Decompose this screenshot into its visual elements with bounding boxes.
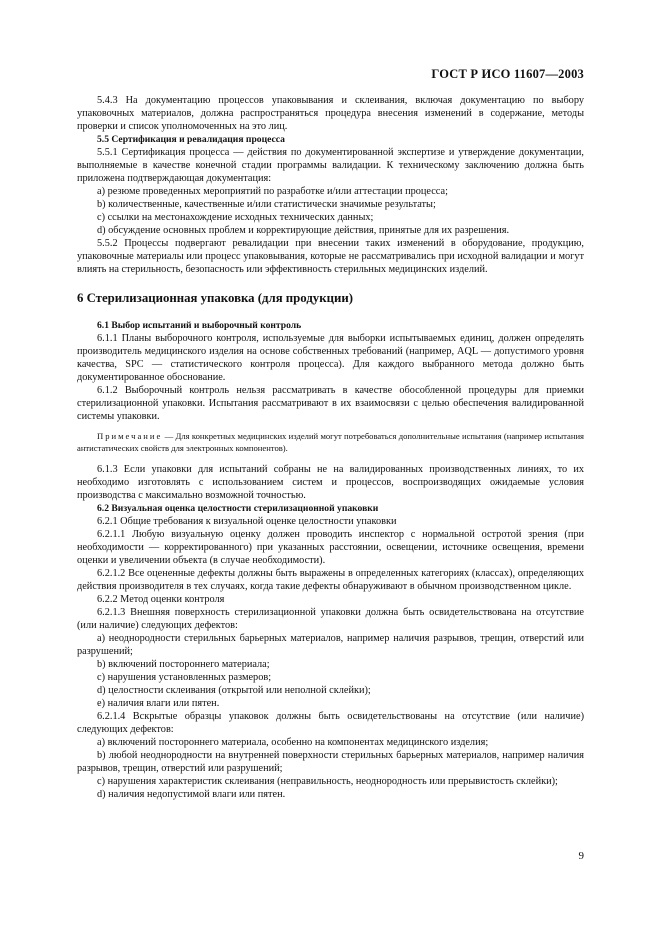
list-item: a) включений постороннего материала, особенно на компонентах медицинского изделия; [97,737,489,748]
subsection-heading: 6.1 Выбор испытаний и выборочный контроль [97,320,302,331]
body-paragraph: 6.2.1.3 Внешняя поверхность стерилизационной упаковки должна быть освидетельствована на отсутствие (или наличие) следующих дефектов: [77,607,584,631]
list-item: d) наличия недопустимой влаги или пятен. [97,789,286,800]
list-item: b) любой неоднородности на внутренней поверхности стерильных барьерных материалов, например наличия разрывов, трещин, отверстий или разрушений; [77,750,584,774]
list-item: c) нарушения установленных размеров; [97,672,272,683]
section-heading: 6 Стерилизационная упаковка (для продукции) [77,291,353,305]
body-paragraph: 6.1.3 Если упаковки для испытаний собраны не на валидированных производственных линиях, то их необходимо изготовлять с использованием систем и процессов, воспроизводящих ожидаемые условия производства с максимально возможной точностью. [77,464,584,501]
list-item: d) обсуждение основных проблем и корректирующие действия, принятые для их разрешения. [97,225,510,236]
subsection-heading: 6.2 Визуальная оценка целостности стерилизационной упаковки [97,503,379,514]
note-text: — Для конкретных медицинских изделий могут потребоваться дополнительные испытания (например испытания антистатических свойств для электронных компонентов). [77,431,584,453]
body-paragraph: 6.2.2 Метод оценки контроля [97,594,225,605]
note-paragraph [77,430,584,454]
list-item: b) количественные, качественные и/или статистически значимые результаты; [97,199,436,210]
list-item: c) нарушения характеристик склеивания (неправильность, неоднородность или прерывистость склейки); [97,776,558,787]
list-item: c) ссылки на местонахождение исходных технических данных; [97,212,374,223]
list-item: e) наличия влаги или пятен. [97,698,220,709]
body-paragraph: 5.5.2 Процессы подвергают ревалидации при внесении таких изменений в оборудование, продукцию, упаковочные материалы или процесс упаковывания, которые не рассматривались при исходной валидации и могут влиять на стерильность, безопасность или эффективность стерильных медицинских изделий. [77,238,584,275]
standard-header: ГОСТ Р ИСО 11607—2003 [431,67,584,81]
body-paragraph: 5.5.1 Сертификация процесса — действия по документированной экспертизе и утверждение документации, выполняемые в качестве конечной стадии программы валидации. К техническому заключению должна быть приложена подтверждающая документация: [77,147,584,184]
note-label: Примечание [97,431,163,441]
document-body [77,94,584,801]
body-paragraph: 6.2.1 Общие требования к визуальной оценке целостности упаковки [97,516,397,527]
list-item: d) целостности склеивания (открытой или неполной склейки); [97,685,371,696]
list-item: b) включений постороннего материала; [97,659,270,670]
list-item: a) резюме проведенных мероприятий по разработке и/или аттестации процесса; [97,186,448,197]
body-paragraph: 6.2.1.4 Вскрытые образцы упаковок должны быть освидетельствованы на отсутствие (или наличие) следующих дефектов: [77,711,584,735]
body-paragraph: 5.4.3 На документацию процессов упаковывания и склеивания, включая документацию по выбору упаковочных материалов, должна распространяться процедура внесения изменений в содержание, методы проверки и список уполномоченных на это лиц. [77,95,584,132]
body-paragraph: 6.2.1.2 Все оцененные дефекты должны быть выражены в определенных категориях (классах), определяющих действия производителя в тех случаях, когда такие дефекты обнаруживают в обычном производственном цикле. [77,568,584,592]
body-paragraph: 6.1.1 Планы выборочного контроля, используемые для выборки испытываемых единиц, должен определять производитель медицинского изделия на основе собственных требований (например, AQL — допустимого уровня качества, SPC — статистического контроля процесса). Для каждого выбранного метода должно быть документированное обоснование. [77,333,584,383]
list-item: a) неоднородности стерильных барьерных материалов, например наличия разрывов, трещин, отверстий или разрушений; [77,633,584,657]
body-paragraph: 6.2.1.1 Любую визуальную оценку должен проводить инспектор с нормальной остротой зрения (при необходимости — корректированного) при указанных расстоянии, освещении, источнике освещения, времени оценки и увеличении объекта (в случае необходимости). [77,529,584,566]
page-number: 9 [578,850,584,862]
body-paragraph: 6.1.2 Выборочный контроль нельзя рассматривать в качестве обособленной процедуры для приемки стерилизационной упаковки. Испытания рассматривают в их взаимосвязи с целью обеспечения валидированной системы упаковки. [77,385,584,422]
subsection-heading: 5.5 Сертификация и ревалидация процесса [97,134,285,145]
